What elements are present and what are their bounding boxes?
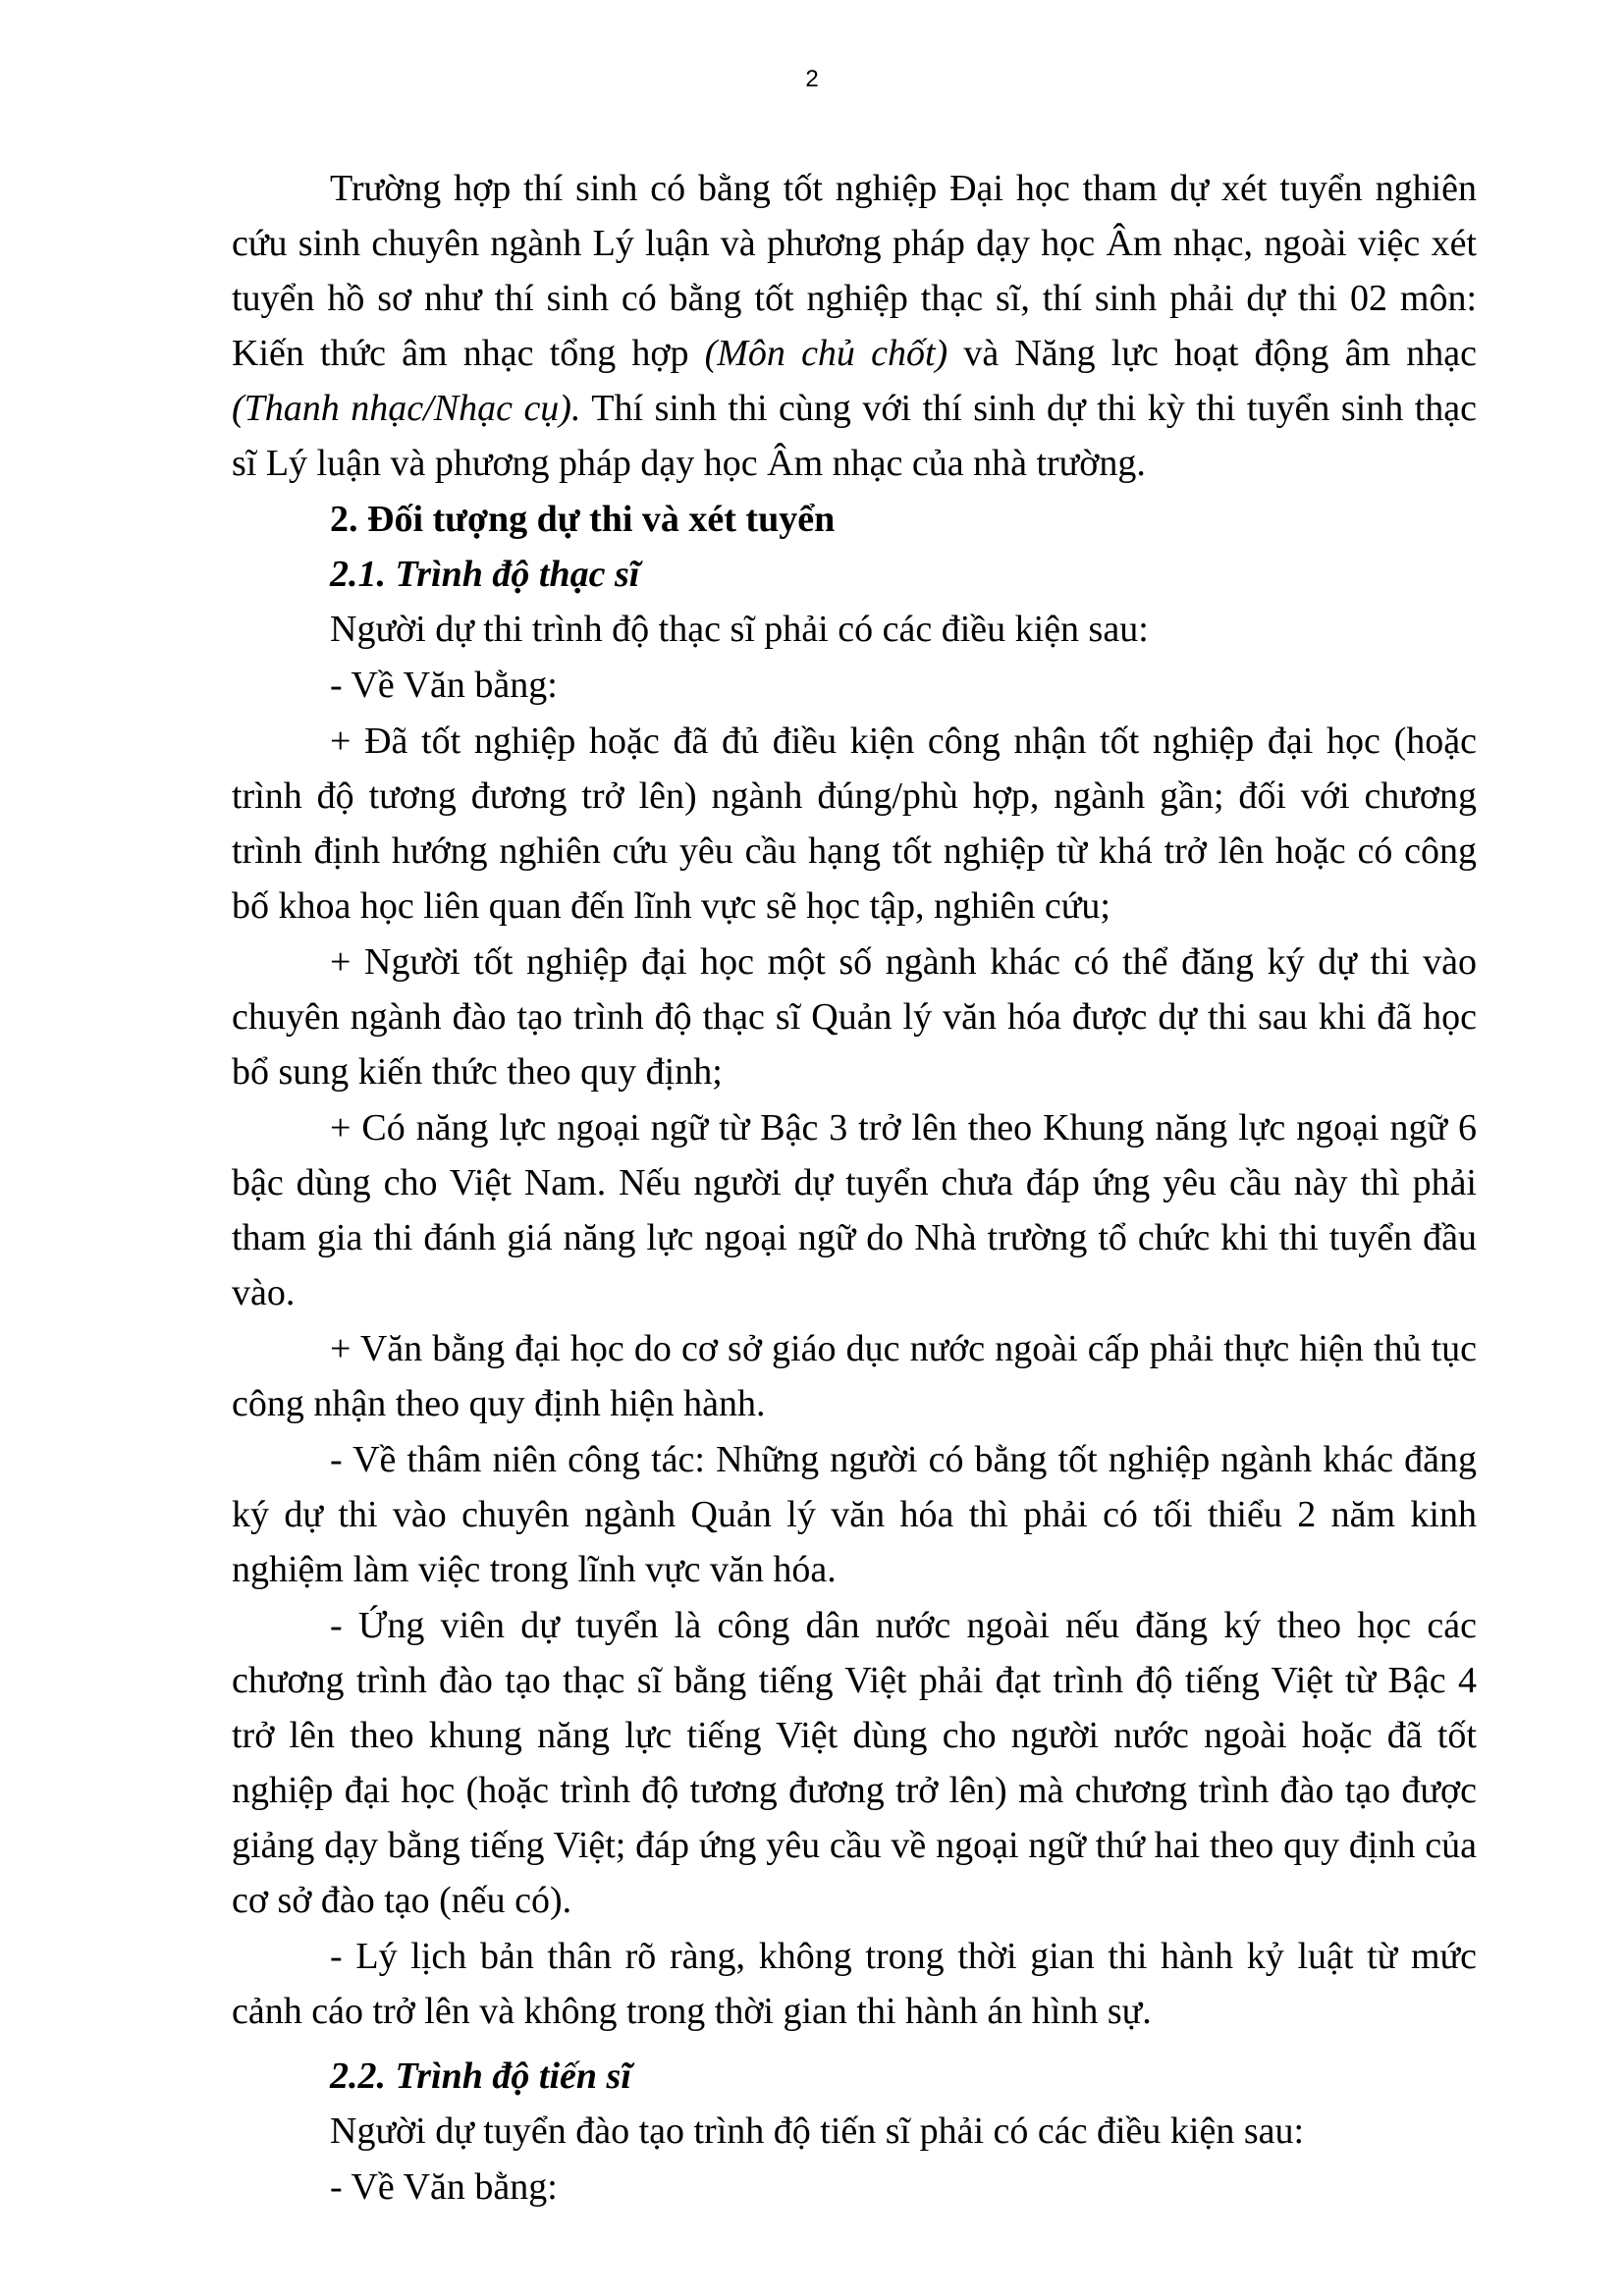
paragraph-degree-requirement-2: + Người tốt nghiệp đại học một số ngành khác có thể đăng ký dự thi vào chuyên ngành đào tạo trình độ thạc sĩ Quản lý văn hóa được dự thi sau khi đã học bổ sung kiến thức theo quy định; bbox=[232, 941, 1477, 1093]
subsection-heading-doctoral: 2.2. Trình độ tiến sĩ bbox=[330, 2056, 631, 2097]
subsection-heading-masters: 2.1. Trình độ thạc sĩ bbox=[330, 554, 640, 595]
paragraph-degree-label-doctoral: - Về Văn bằng: bbox=[330, 2166, 558, 2208]
paragraph-language-requirement: + Có năng lực ngoại ngữ từ Bậc 3 trở lên theo Khung năng lực ngoại ngữ 6 bậc dùng cho Việt Nam. Nếu người dự tuyển chưa đáp ứng yêu cầu này thì phải tham gia thi đánh giá năng lực ngoại ngữ do Nhà trường tổ chức khi thi tuyển đầu vào. bbox=[232, 1107, 1477, 1313]
paragraph-degree-requirement-1: + Đã tốt nghiệp hoặc đã đủ điều kiện công nhận tốt nghiệp đại học (hoặc trình độ tương đương trở lên) ngành đúng/phù hợp, ngành gần; đối với chương trình định hướng nghiên cứu yêu cầu hạng tốt nghiệp từ khá trở lên hoặc có công bố khoa học liên quan đến lĩnh vực sẽ học tập, nghiên cứu; bbox=[232, 721, 1477, 927]
italic-text: (Thanh nhạc/Nhạc cụ). bbox=[232, 388, 581, 429]
paragraph-doctoral-intro: Người dự tuyển đào tạo trình độ tiến sĩ phải có các điều kiện sau: bbox=[330, 2110, 1305, 2152]
paragraph-text: Trường hợp thí sinh có bằng tốt nghiệp Đại học tham dự xét tuyển nghiên cứu sinh chuyên ngành Lý luận và phương pháp dạy học Âm nhạc, ngoài việc xét tuyển hồ sơ như thí sinh có bằng tốt nghiệp thạc sĩ, thí sinh phải dự thi 02 môn: Kiến thức âm nhạc tổng hợp bbox=[232, 168, 1477, 374]
paragraph-phd-music-candidates bbox=[232, 161, 1477, 491]
paragraph-masters-intro: Người dự thi trình độ thạc sĩ phải có các điều kiện sau: bbox=[330, 609, 1149, 650]
paragraph-text: Thí sinh thi cùng với thí sinh dự thi kỳ thi tuyển sinh thạc sĩ Lý luận và phương pháp dạy học Âm nhạc của nhà trường. bbox=[232, 388, 1477, 484]
paragraph-foreign-degree: + Văn bằng đại học do cơ sở giáo dục nước ngoài cấp phải thực hiện thủ tục công nhận theo quy định hiện hành. bbox=[232, 1328, 1477, 1424]
paragraph-foreign-applicants: - Ứng viên dự tuyển là công dân nước ngoài nếu đăng ký theo học các chương trình đào tạo thạc sĩ bằng tiếng Việt phải đạt trình độ tiếng Việt từ Bậc 4 trở lên theo khung năng lực tiếng Việt dùng cho người nước ngoài hoặc đã tốt nghiệp đại học (hoặc trình độ tương đương trở lên) mà chương trình đào tạo được giảng dạy bằng tiếng Việt; đáp ứng yêu cầu về ngoại ngữ thứ hai theo quy định của cơ sở đào tạo (nếu có). bbox=[232, 1605, 1477, 1921]
paragraph-text: và Năng lực hoạt động âm nhạc bbox=[947, 333, 1477, 374]
document-body bbox=[232, 161, 1477, 2216]
section-heading-eligibility: 2. Đối tượng dự thi và xét tuyển bbox=[330, 499, 836, 540]
paragraph-work-experience: - Về thâm niên công tác: Những người có bằng tốt nghiệp ngành khác đăng ký dự thi vào chuyên ngành Quản lý văn hóa thì phải có tối thiểu 2 năm kinh nghiệm làm việc trong lĩnh vực văn hóa. bbox=[232, 1439, 1477, 1590]
paragraph-background: - Lý lịch bản thân rõ ràng, không trong thời gian thi hành kỷ luật từ mức cảnh cáo trở lên và không trong thời gian thi hành án hình sự. bbox=[232, 1936, 1477, 2032]
page-number: 2 bbox=[805, 66, 819, 92]
italic-text: (Môn chủ chốt) bbox=[704, 333, 948, 374]
paragraph-degree-label: - Về Văn bằng: bbox=[330, 665, 558, 706]
